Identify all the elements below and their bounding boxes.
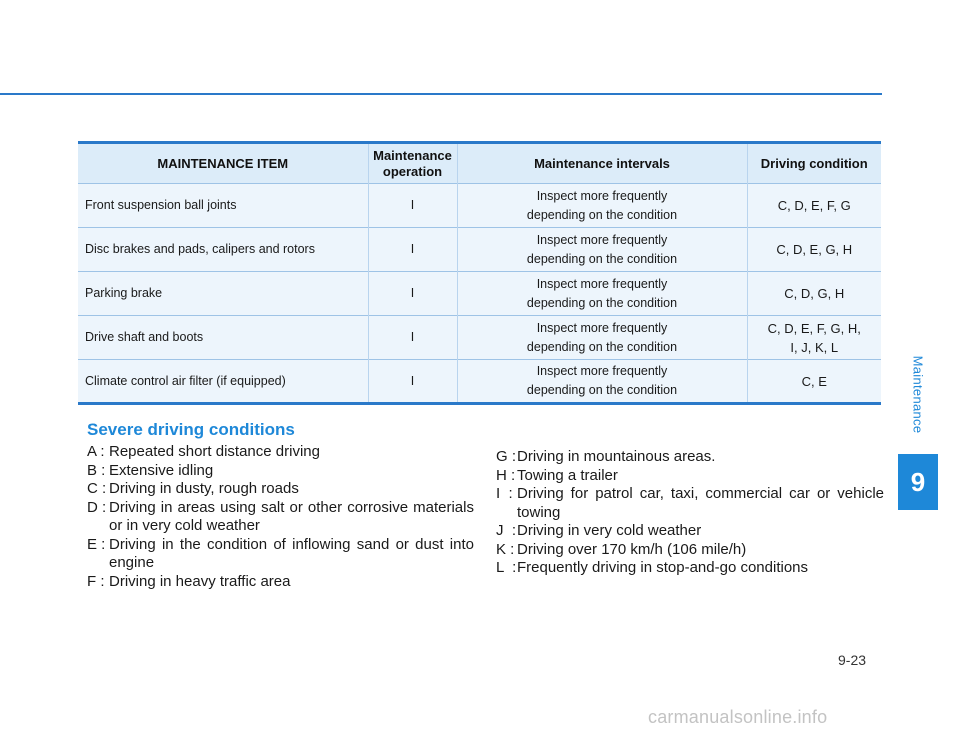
condition-text: Driving in the condition of inflowing sand or dust into engine xyxy=(109,535,474,571)
condition-text: Driving in areas using salt or other corrosive materials or in very cold weather xyxy=(109,498,474,534)
row-condition-line1: C, D, E, G, H xyxy=(776,242,853,257)
condition-key: D : xyxy=(87,498,111,516)
condition-key: F : xyxy=(87,572,109,590)
row-interval xyxy=(457,272,747,316)
condition-item xyxy=(87,536,474,573)
condition-item xyxy=(496,559,884,578)
row-operation: I xyxy=(368,272,457,316)
row-operation: I xyxy=(368,316,457,360)
condition-key: L : xyxy=(496,559,521,576)
header-operation-line2: operation xyxy=(382,163,443,179)
table-header-row xyxy=(78,143,881,184)
condition-item xyxy=(87,443,474,462)
condition-text: Driving in heavy traffic area xyxy=(109,572,291,590)
condition-key: C : xyxy=(87,480,111,497)
row-item: Drive shaft and boots xyxy=(78,316,368,360)
condition-text: Driving over 170 km/h (106 mile/h) xyxy=(517,540,747,558)
condition-item xyxy=(87,462,474,481)
severe-conditions-left-list xyxy=(87,443,474,591)
header-maintenance-intervals: Maintenance intervals xyxy=(457,143,747,184)
condition-item xyxy=(496,541,884,560)
table-row xyxy=(78,228,881,272)
row-interval-line2: depending on the condition xyxy=(526,383,678,397)
header-maintenance-item: MAINTENANCE ITEM xyxy=(78,143,368,184)
table-row xyxy=(78,360,881,404)
row-condition xyxy=(747,272,881,316)
row-condition xyxy=(747,184,881,228)
condition-key: J : xyxy=(496,522,521,539)
condition-item xyxy=(87,499,474,536)
header-maintenance-operation xyxy=(368,143,457,184)
condition-item xyxy=(496,467,884,486)
row-condition-line1: C, D, G, H xyxy=(784,286,845,301)
row-item: Climate control air filter (if equipped) xyxy=(78,360,368,404)
header-operation-line1: Maintenance xyxy=(373,147,452,163)
row-item: Disc brakes and pads, calipers and rotors xyxy=(78,228,368,272)
condition-text: Driving in dusty, rough roads xyxy=(109,480,299,497)
maintenance-table xyxy=(78,141,881,405)
chapter-number-badge: 9 xyxy=(898,454,938,510)
row-condition-line1: C, D, E, F, G, H, xyxy=(767,320,861,336)
row-interval-line2: depending on the condition xyxy=(526,207,678,222)
row-interval-line1: Inspect more frequently xyxy=(536,188,668,203)
condition-key: I : xyxy=(496,485,517,502)
row-condition-line1: C, D, E, F, G xyxy=(777,198,851,213)
severe-conditions-title: Severe driving conditions xyxy=(87,420,295,439)
row-interval-line2: depending on the condition xyxy=(526,251,678,266)
condition-key: G : xyxy=(496,448,521,465)
row-condition xyxy=(747,228,881,272)
row-condition xyxy=(747,316,881,360)
row-interval-line2: depending on the condition xyxy=(526,339,678,354)
condition-item xyxy=(496,522,884,541)
condition-text: Towing a trailer xyxy=(517,466,618,484)
row-interval-line1: Inspect more frequently xyxy=(536,364,668,378)
page-number: 9-23 xyxy=(838,652,867,668)
row-item: Parking brake xyxy=(78,272,368,316)
condition-item xyxy=(496,485,884,522)
row-operation: I xyxy=(368,184,457,228)
table-row xyxy=(78,184,881,228)
table-row xyxy=(78,316,881,360)
header-driving-condition: Driving condition xyxy=(747,143,881,184)
condition-item xyxy=(87,573,474,592)
row-operation: I xyxy=(368,228,457,272)
row-interval xyxy=(457,360,747,404)
row-item: Front suspension ball joints xyxy=(78,184,368,228)
row-interval xyxy=(457,228,747,272)
row-operation: I xyxy=(368,360,457,404)
row-interval-line1: Inspect more frequently xyxy=(536,232,668,247)
condition-text: Driving for patrol car, taxi, commercial car or vehicle towing xyxy=(517,485,884,521)
watermark: carmanualsonline.info xyxy=(648,707,828,727)
condition-key: E : xyxy=(87,535,110,553)
row-condition xyxy=(747,360,881,404)
condition-key: H : xyxy=(496,466,520,484)
side-tab-section-label: Maintenance xyxy=(910,355,926,433)
side-tab-section xyxy=(898,340,938,448)
row-interval xyxy=(457,184,747,228)
condition-text: Frequently driving in stop-and-go conditions xyxy=(517,559,808,576)
row-condition-line1: C, E xyxy=(801,373,827,389)
condition-item xyxy=(87,480,474,499)
condition-text: Repeated short distance driving xyxy=(109,443,320,460)
condition-item xyxy=(496,448,884,467)
row-condition-line2: I, J, K, L xyxy=(790,339,839,355)
top-rule xyxy=(0,93,882,95)
condition-key: K : xyxy=(496,540,519,558)
row-interval-line1: Inspect more frequently xyxy=(536,320,668,335)
condition-text: Driving in very cold weather xyxy=(517,522,702,539)
condition-key: A : xyxy=(87,443,109,460)
condition-text: Driving in mountainous areas. xyxy=(517,448,716,465)
row-interval xyxy=(457,316,747,360)
condition-text: Extensive idling xyxy=(109,461,214,479)
row-interval-line2: depending on the condition xyxy=(526,295,678,310)
condition-key: B : xyxy=(87,461,110,479)
severe-conditions-right-list xyxy=(496,448,884,578)
row-interval-line1: Inspect more frequently xyxy=(536,276,668,291)
table-row xyxy=(78,272,881,316)
